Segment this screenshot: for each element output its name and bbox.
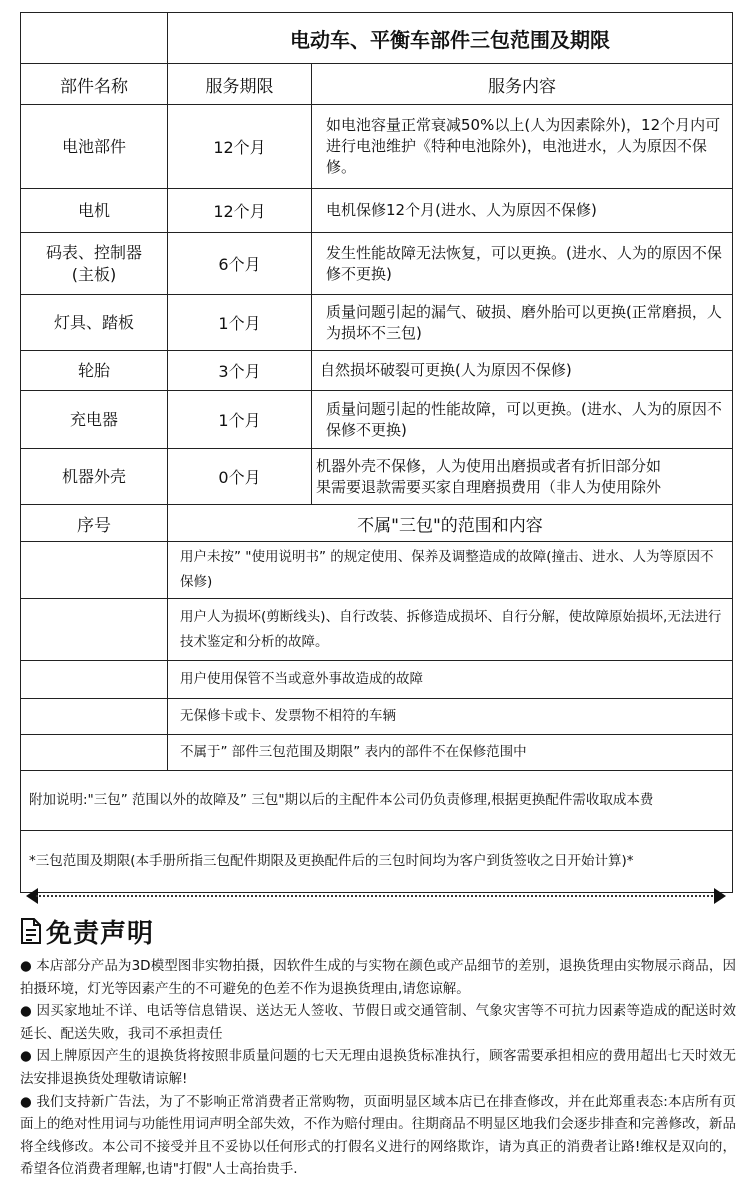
part-name: 电机 [21, 189, 168, 233]
seq-cell [21, 735, 168, 771]
exclusion-row [21, 542, 733, 599]
part-name: 充电器 [21, 391, 168, 449]
part-name: 灯具、踏板 [21, 295, 168, 351]
header-service-content: 服务内容 [312, 64, 733, 105]
header-part-name: 部件名称 [21, 64, 168, 105]
service-period: 12个月 [168, 189, 312, 233]
seq-cell [21, 542, 168, 599]
table-row [21, 295, 733, 351]
seq-cell [21, 661, 168, 699]
exclusion-row [21, 599, 733, 661]
disclaimer-item: ● 因买家地址不详、电话等信息错误、送达无人签收、节假日或交通管制、气象灾害等不可抗力因素等造成的配送时效延长、配送失败，我司不承担责任 [20, 1003, 736, 1042]
exclusion-text: 无保修卡或卡、发票物不相符的车辆 [168, 699, 733, 735]
seq-header: 序号 [21, 505, 168, 542]
table-row [21, 233, 733, 295]
section-divider [26, 895, 726, 897]
disclaimer-item: ● 因上牌原因产生的退换货将按照非质量问题的七天无理由退换货标准执行，顾客需要承担相应的费用超出七天时效无法安排退换货处理敬请谅解! [20, 1048, 736, 1087]
header-service-period: 服务期限 [168, 64, 312, 105]
service-period: 6个月 [168, 233, 312, 295]
exclusion-title: 不属"三包"的范围和内容 [168, 505, 733, 542]
table-row [21, 105, 733, 189]
exclusion-text: 用户使用保管不当或意外事故造成的故障 [168, 661, 733, 699]
exclusion-row [21, 661, 733, 699]
service-period: 1个月 [168, 295, 312, 351]
exclusion-text: 不属于” 部件三包范围及期限” 表内的部件不在保修范围中 [168, 735, 733, 771]
service-content: 自然损坏破裂可更换(人为原因不保修) [312, 351, 733, 391]
disclaimer-header [20, 913, 154, 949]
disclaimer-item: ● 本店部分产品为3D模型图非实物拍摄，因软件生成的与实物在颜色或产品细节的差别，退换货理由实物展示商品，因拍摄环境，灯光等因素产生的不可避免的色差不作为退换货理由,请您谅解。 [20, 958, 736, 997]
service-period: 1个月 [168, 391, 312, 449]
service-content: 质量问题引起的漏气、破损、磨外胎可以更换(正常磨损，人为损坏不三包) [312, 295, 733, 351]
part-name: 轮胎 [21, 351, 168, 391]
exclusion-text: 用户未按” "使用说明书” 的规定使用、保养及调整造成的故障(撞击、进水、人为等原因不保修) [168, 542, 733, 599]
seq-cell [21, 599, 168, 661]
table-title-row [21, 13, 733, 64]
part-name: 电池部件 [21, 105, 168, 189]
service-content-line: 机器外壳不保修，人为使用出磨损或者有折旧部分如 [316, 456, 662, 475]
table-title: 电动车、平衡车部件三包范围及期限 [168, 13, 733, 64]
note-row [21, 771, 733, 831]
dotted-line [36, 895, 716, 897]
exclusion-text: 用户人为损坏(剪断线头)、自行改装、拆修造成损坏、自行分解，使故障原始损坏,无法进行技术鉴定和分析的故障。 [168, 599, 733, 661]
disclaimer-title: 免责声明 [46, 918, 155, 949]
service-content [312, 449, 733, 505]
service-period: 3个月 [168, 351, 312, 391]
note-additional: 附加说明:"三包” 范围以外的故障及” 三包"期以后的主配件本公司仍负责修理,根据更换配件需收取成本费 [21, 771, 733, 831]
part-name: 码表、控制器(主板) [21, 233, 168, 295]
table-row [21, 391, 733, 449]
seq-cell [21, 699, 168, 735]
table-header-row [21, 64, 733, 105]
service-period: 0个月 [168, 449, 312, 505]
service-content: 电机保修12个月(进水、人为原因不保修) [312, 189, 733, 233]
table-row [21, 189, 733, 233]
exclusion-row [21, 735, 733, 771]
exclusion-row [21, 699, 733, 735]
service-content: 如电池容量正常衰减50%以上(人为因素除外)，12个月内可进行电池维护《特种电池除外)，电池进水，人为原因不保修。 [312, 105, 733, 189]
service-content-line: 果需要退款需要买家自理磨损费用（非人为使用除外 [316, 477, 662, 496]
disclaimer-item: ● 我们支持新广告法，为了不影响正常消费者正常购物，页面明显区域本店已在排查修改，并在此郑重表态:本店所有页面上的绝对性用词与功能性用词声明全部失效，不作为赔付理由。往期商品不明显区地我们会逐步排查和完善修改，新品将全线修改。本公司不接受并且不妥协以任何形式的打假名义进行的网络欺诈，请为真正的消费者让路!维权是双向的，希望各位消费者理解,也请"打假"人士高抬贵手. [20, 1093, 736, 1178]
warranty-table [20, 12, 733, 893]
table-row [21, 351, 733, 391]
service-content: 发生性能故障无法恢复，可以更换。(进水、人为的原因不保修不更换) [312, 233, 733, 295]
arrow-right-icon [714, 888, 726, 904]
service-period: 12个月 [168, 105, 312, 189]
exclusion-header-row [21, 505, 733, 542]
service-content: 质量问题引起的性能故障，可以更换。(进水、人为的原因不保修不更换) [312, 391, 733, 449]
part-name: 机器外壳 [21, 449, 168, 505]
table-row [21, 449, 733, 505]
disclaimer-body [20, 955, 736, 1181]
blank-corner-cell [21, 13, 168, 64]
document-icon [20, 917, 42, 945]
note-row [21, 831, 733, 893]
note-period: *三包范围及期限(本手册所指三包配件期限及更换配件后的三包时间均为客户到货签收之日开始计算)* [21, 831, 733, 893]
